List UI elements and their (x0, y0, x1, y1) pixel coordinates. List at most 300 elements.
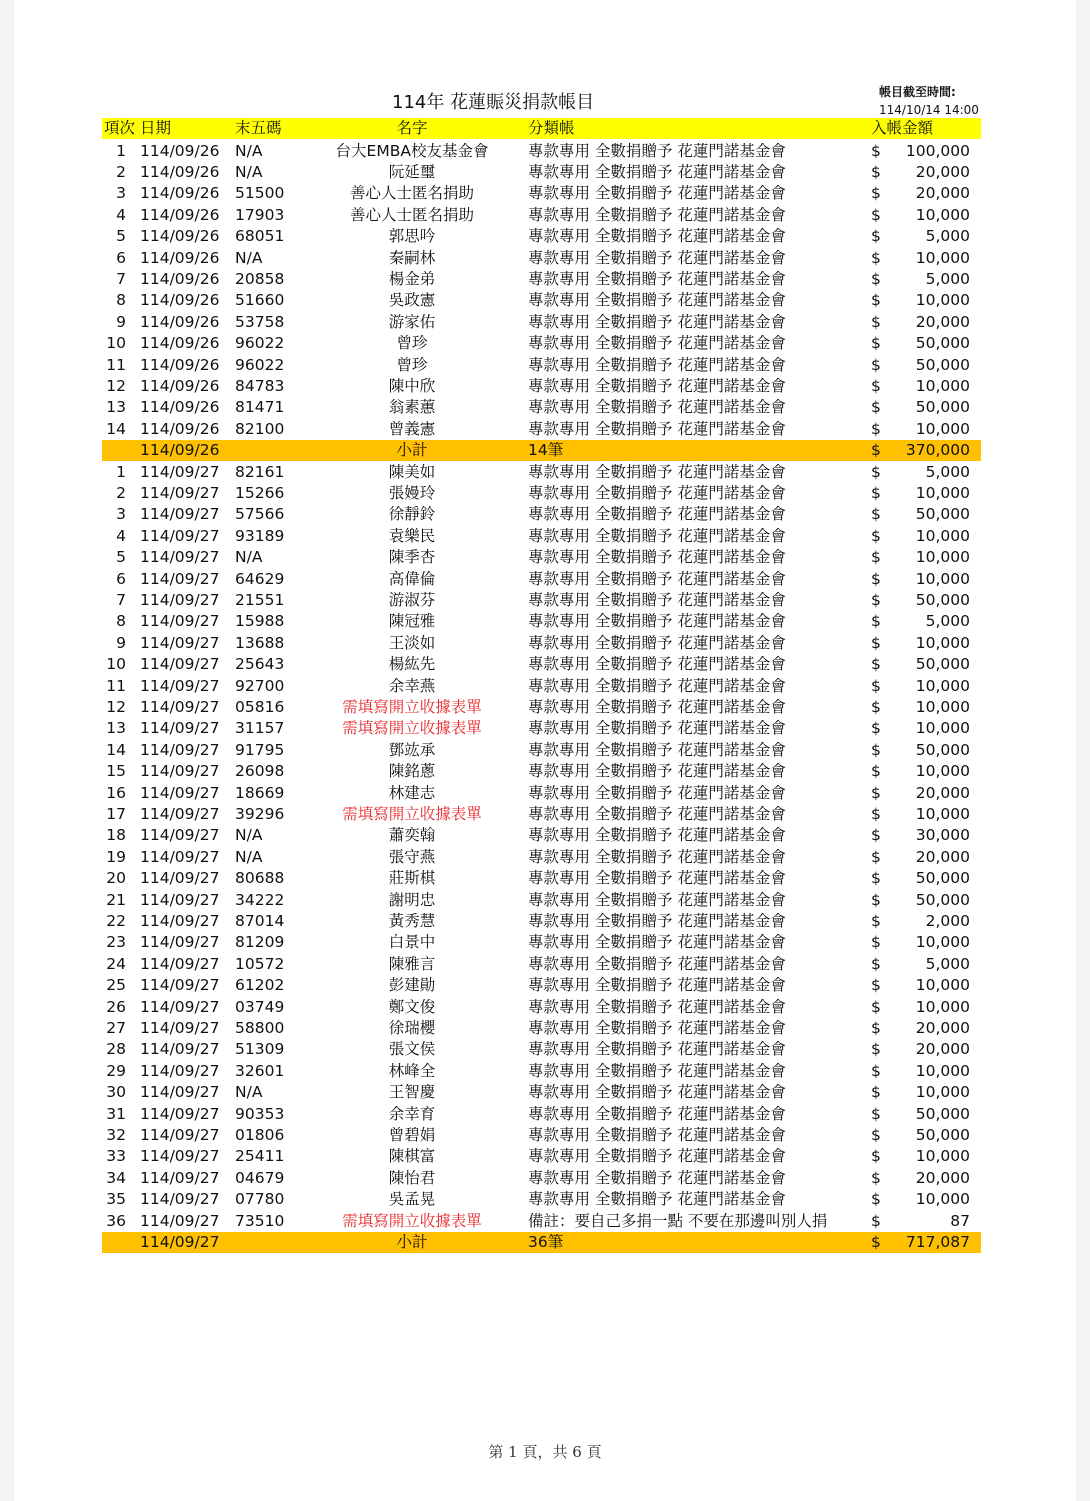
row-name: 楊金弟 (388, 269, 436, 288)
table-row (102, 590, 981, 611)
row-date: 114/09/27 (140, 1147, 220, 1166)
row-date: 114/09/26 (140, 376, 220, 395)
row-amount: 10,000 (915, 1147, 970, 1166)
row-category: 專款專用 全數捐贈予 花蓮門諾基金會 (528, 1040, 786, 1059)
row-index: 13 (106, 398, 126, 417)
row-amount: 10,000 (915, 526, 970, 545)
row-index: 11 (106, 355, 126, 374)
row-date: 114/09/27 (140, 483, 220, 502)
row-date: 114/09/26 (140, 248, 220, 267)
row-last-five: 07780 (235, 1190, 285, 1209)
row-currency: $ (871, 569, 881, 588)
row-name: 余幸燕 (388, 676, 436, 695)
row-last-five: 17903 (235, 205, 285, 224)
row-date: 114/09/26 (140, 141, 220, 160)
table-row (102, 333, 981, 354)
row-amount: 10,000 (915, 676, 970, 695)
subtotal-row (102, 1232, 981, 1253)
row-amount: 10,000 (915, 291, 970, 310)
row-date: 114/09/27 (140, 505, 220, 524)
table-row (102, 1125, 981, 1146)
row-last-five: 81209 (235, 933, 285, 952)
row-currency: $ (871, 1190, 881, 1209)
row-currency: $ (871, 184, 881, 203)
row-name: 莊斯棋 (388, 869, 436, 888)
row-category: 專款專用 全數捐贈予 花蓮門諾基金會 (528, 141, 786, 160)
row-name: 陳冠雅 (388, 612, 436, 631)
subtotal-label: 小計 (396, 441, 428, 460)
row-currency: $ (871, 141, 881, 160)
row-currency: $ (871, 762, 881, 781)
table-row (102, 890, 981, 911)
row-last-five: 51660 (235, 291, 285, 310)
row-name: 楊紘先 (388, 655, 436, 674)
row-last-five: 13688 (235, 633, 285, 652)
row-index: 27 (106, 1018, 126, 1037)
table-row (102, 569, 981, 590)
row-currency: $ (871, 548, 881, 567)
row-date: 114/09/26 (140, 291, 220, 310)
table-row (102, 804, 981, 825)
row-amount: 100,000 (905, 141, 970, 160)
row-name: 台大EMBA校友基金會 (335, 141, 489, 160)
row-date: 114/09/27 (140, 976, 220, 995)
row-index: 26 (106, 997, 126, 1016)
row-amount: 10,000 (915, 248, 970, 267)
row-name: 陳銘蔥 (388, 762, 436, 781)
row-last-five: 15988 (235, 612, 285, 631)
row-last-five: 68051 (235, 227, 285, 246)
row-category: 專款專用 全數捐贈予 花蓮門諾基金會 (528, 804, 786, 823)
row-name: 善心人士匿名捐助 (349, 205, 474, 224)
row-last-five: 51500 (235, 184, 285, 203)
row-currency: $ (871, 976, 881, 995)
row-category: 專款專用 全數捐贈予 花蓮門諾基金會 (528, 462, 786, 481)
subtotal-date: 114/09/26 (140, 441, 220, 460)
row-date: 114/09/27 (140, 804, 220, 823)
row-index: 28 (106, 1040, 126, 1059)
row-category: 專款專用 全數捐贈予 花蓮門諾基金會 (528, 1018, 786, 1037)
row-index: 5 (116, 227, 126, 246)
row-index: 6 (116, 569, 126, 588)
row-index: 16 (106, 783, 126, 802)
row-date: 114/09/27 (140, 1190, 220, 1209)
row-date: 114/09/27 (140, 676, 220, 695)
row-name: 高偉倫 (388, 569, 436, 588)
row-currency: $ (871, 334, 881, 353)
row-category: 專款專用 全數捐贈予 花蓮門諾基金會 (528, 783, 786, 802)
table-row (102, 932, 981, 953)
row-category: 專款專用 全數捐贈予 花蓮門諾基金會 (528, 269, 786, 288)
row-amount: 5,000 (925, 227, 970, 246)
row-category: 專款專用 全數捐贈予 花蓮門諾基金會 (528, 697, 786, 716)
row-category: 專款專用 全數捐贈予 花蓮門諾基金會 (528, 1190, 786, 1209)
row-date: 114/09/27 (140, 655, 220, 674)
row-last-five: 91795 (235, 740, 285, 759)
row-index: 4 (116, 526, 126, 545)
row-name: 需填寫開立收據表單 (342, 719, 482, 738)
row-date: 114/09/26 (140, 227, 220, 246)
row-category: 專款專用 全數捐贈予 花蓮門諾基金會 (528, 419, 786, 438)
row-index: 30 (106, 1083, 126, 1102)
row-name: 需填寫開立收據表單 (342, 697, 482, 716)
row-category: 專款專用 全數捐贈予 花蓮門諾基金會 (528, 334, 786, 353)
row-last-five: 15266 (235, 483, 285, 502)
row-date: 114/09/27 (140, 1018, 220, 1037)
row-name: 袁樂民 (388, 526, 436, 545)
row-name: 曾珍 (396, 355, 428, 374)
table-row (102, 526, 981, 547)
row-date: 114/09/27 (140, 826, 220, 845)
row-amount: 10,000 (915, 569, 970, 588)
row-amount: 50,000 (915, 398, 970, 417)
table-row (102, 397, 981, 418)
row-name: 徐瑞櫻 (388, 1018, 436, 1037)
row-currency: $ (871, 612, 881, 631)
row-category: 專款專用 全數捐贈予 花蓮門諾基金會 (528, 933, 786, 952)
row-category: 專款專用 全數捐贈予 花蓮門諾基金會 (528, 1147, 786, 1166)
row-name: 吳孟晃 (388, 1190, 436, 1209)
row-currency: $ (871, 248, 881, 267)
row-index: 9 (116, 312, 126, 331)
row-index: 11 (106, 676, 126, 695)
row-name: 游家佑 (388, 312, 436, 331)
row-date: 114/09/27 (140, 1083, 220, 1102)
row-index: 7 (116, 269, 126, 288)
row-name: 郭思吟 (388, 227, 436, 246)
row-currency: $ (871, 719, 881, 738)
row-amount: 10,000 (915, 933, 970, 952)
row-name: 陳中欣 (388, 376, 436, 395)
subtotal-currency: $ (871, 1232, 881, 1251)
table-row (102, 312, 981, 333)
row-currency: $ (871, 783, 881, 802)
row-name: 鄧竑承 (388, 740, 436, 759)
row-currency: $ (871, 419, 881, 438)
row-name: 阮延璽 (388, 162, 436, 181)
row-index: 33 (106, 1147, 126, 1166)
row-currency: $ (871, 483, 881, 502)
row-category: 專款專用 全數捐贈予 花蓮門諾基金會 (528, 847, 786, 866)
row-name: 鄭文俊 (388, 997, 436, 1016)
row-date: 114/09/26 (140, 334, 220, 353)
row-amount: 20,000 (915, 783, 970, 802)
row-amount: 87 (950, 1211, 970, 1230)
row-date: 114/09/27 (140, 612, 220, 631)
row-currency: $ (871, 590, 881, 609)
row-category: 專款專用 全數捐贈予 花蓮門諾基金會 (528, 954, 786, 973)
row-name: 張文侯 (388, 1040, 436, 1059)
row-name: 謝明忠 (388, 890, 436, 909)
row-index: 22 (106, 911, 126, 930)
row-index: 12 (106, 697, 126, 716)
row-date: 114/09/27 (140, 890, 220, 909)
row-last-five: 73510 (235, 1211, 285, 1230)
row-date: 114/09/27 (140, 911, 220, 930)
row-last-five: 82161 (235, 462, 285, 481)
row-last-five: 25643 (235, 655, 285, 674)
table-row (102, 419, 981, 440)
header-index: 項次 (104, 119, 136, 137)
row-index: 3 (116, 505, 126, 524)
row-date: 114/09/27 (140, 1104, 220, 1123)
row-name: 需填寫開立收據表單 (342, 1211, 482, 1230)
table-row (102, 1039, 981, 1060)
row-last-five: 20858 (235, 269, 285, 288)
row-category: 專款專用 全數捐贈予 花蓮門諾基金會 (528, 398, 786, 417)
row-currency: $ (871, 376, 881, 395)
table-row (102, 1168, 981, 1189)
row-currency: $ (871, 911, 881, 930)
row-last-five: 57566 (235, 505, 285, 524)
row-category: 專款專用 全數捐贈予 花蓮門諾基金會 (528, 1125, 786, 1144)
row-date: 114/09/27 (140, 462, 220, 481)
row-last-five: 34222 (235, 890, 285, 909)
row-currency: $ (871, 655, 881, 674)
row-currency: $ (871, 355, 881, 374)
row-amount: 50,000 (915, 890, 970, 909)
row-index: 21 (106, 890, 126, 909)
row-amount: 10,000 (915, 719, 970, 738)
row-amount: 20,000 (915, 1168, 970, 1187)
row-last-five: 51309 (235, 1040, 285, 1059)
row-name: 曾珍 (396, 334, 428, 353)
row-name: 善心人士匿名捐助 (349, 184, 474, 203)
row-index: 3 (116, 184, 126, 203)
subtotal-date: 114/09/27 (140, 1232, 220, 1251)
subtotal-currency: $ (871, 441, 881, 460)
row-category: 專款專用 全數捐贈予 花蓮門諾基金會 (528, 869, 786, 888)
row-index: 15 (106, 762, 126, 781)
row-last-five: 04679 (235, 1168, 285, 1187)
row-category: 專款專用 全數捐贈予 花蓮門諾基金會 (528, 997, 786, 1016)
row-index: 35 (106, 1190, 126, 1209)
row-name: 翁素蕙 (388, 398, 436, 417)
row-currency: $ (871, 269, 881, 288)
table-row (102, 504, 981, 525)
row-category: 專款專用 全數捐贈予 花蓮門諾基金會 (528, 826, 786, 845)
row-index: 18 (106, 826, 126, 845)
row-last-five: N/A (235, 1083, 263, 1102)
row-date: 114/09/27 (140, 569, 220, 588)
table-row (102, 1211, 981, 1232)
row-index: 17 (106, 804, 126, 823)
row-category: 專款專用 全數捐贈予 花蓮門諾基金會 (528, 655, 786, 674)
row-amount: 50,000 (915, 740, 970, 759)
row-last-five: 03749 (235, 997, 285, 1016)
row-currency: $ (871, 291, 881, 310)
subtotal-count: 36筆 (528, 1232, 564, 1251)
row-currency: $ (871, 847, 881, 866)
row-name: 張守燕 (388, 847, 436, 866)
table-row (102, 547, 981, 568)
row-category: 專款專用 全數捐贈予 花蓮門諾基金會 (528, 890, 786, 909)
table-row (102, 226, 981, 247)
table-row (102, 162, 981, 183)
row-date: 114/09/27 (140, 762, 220, 781)
row-last-five: 32601 (235, 1061, 285, 1080)
row-index: 23 (106, 933, 126, 952)
row-last-five: 96022 (235, 355, 285, 374)
table-row (102, 141, 981, 162)
row-last-five: 53758 (235, 312, 285, 331)
table-row (102, 975, 981, 996)
row-category: 專款專用 全數捐贈予 花蓮門諾基金會 (528, 526, 786, 545)
row-category: 專款專用 全數捐贈予 花蓮門諾基金會 (528, 1061, 786, 1080)
row-amount: 10,000 (915, 804, 970, 823)
row-date: 114/09/27 (140, 869, 220, 888)
row-index: 36 (106, 1211, 126, 1230)
row-amount: 10,000 (915, 1190, 970, 1209)
row-amount: 10,000 (915, 205, 970, 224)
row-category: 專款專用 全數捐贈予 花蓮門諾基金會 (528, 505, 786, 524)
row-name: 陳棋富 (388, 1147, 436, 1166)
row-name: 余幸育 (388, 1104, 436, 1123)
row-currency: $ (871, 398, 881, 417)
row-amount: 10,000 (915, 633, 970, 652)
row-name: 王智慶 (388, 1083, 436, 1102)
row-category: 專款專用 全數捐贈予 花蓮門諾基金會 (528, 312, 786, 331)
header-date: 日期 (140, 119, 172, 137)
row-currency: $ (871, 1018, 881, 1037)
row-last-five: N/A (235, 141, 263, 160)
row-currency: $ (871, 505, 881, 524)
row-date: 114/09/27 (140, 1125, 220, 1144)
row-index: 9 (116, 633, 126, 652)
row-index: 2 (116, 483, 126, 502)
row-index: 10 (106, 334, 126, 353)
document-title: 114年 花蓮賑災捐款帳目 (392, 92, 595, 113)
row-amount: 10,000 (915, 697, 970, 716)
row-last-five: 26098 (235, 762, 285, 781)
row-name: 陳雅言 (388, 954, 436, 973)
row-last-five: 01806 (235, 1125, 285, 1144)
row-name: 王淡如 (388, 633, 436, 652)
row-amount: 20,000 (915, 312, 970, 331)
row-currency: $ (871, 1104, 881, 1123)
row-index: 20 (106, 869, 126, 888)
row-date: 114/09/26 (140, 205, 220, 224)
row-currency: $ (871, 676, 881, 695)
table-row (102, 376, 981, 397)
row-date: 114/09/27 (140, 954, 220, 973)
row-last-five: 05816 (235, 697, 285, 716)
row-last-five: N/A (235, 548, 263, 567)
row-index: 12 (106, 376, 126, 395)
row-amount: 20,000 (915, 184, 970, 203)
row-currency: $ (871, 933, 881, 952)
row-name: 徐靜鈴 (388, 505, 436, 524)
row-currency: $ (871, 1125, 881, 1144)
row-amount: 10,000 (915, 483, 970, 502)
subtotal-label: 小計 (396, 1232, 428, 1251)
row-date: 114/09/27 (140, 783, 220, 802)
cutoff-label: 帳目截至時間: (879, 85, 956, 99)
row-currency: $ (871, 997, 881, 1016)
row-name: 彭建勛 (388, 976, 436, 995)
row-currency: $ (871, 633, 881, 652)
row-currency: $ (871, 890, 881, 909)
table-row (102, 1061, 981, 1082)
row-category: 備註：要自己多捐一點 不要在那邊叫別人捐 (528, 1211, 828, 1230)
row-date: 114/09/27 (140, 997, 220, 1016)
row-category: 專款專用 全數捐贈予 花蓮門諾基金會 (528, 376, 786, 395)
row-date: 114/09/27 (140, 697, 220, 716)
row-amount: 10,000 (915, 376, 970, 395)
table-row (102, 248, 981, 269)
row-category: 專款專用 全數捐贈予 花蓮門諾基金會 (528, 911, 786, 930)
row-name: 林峰全 (388, 1061, 436, 1080)
row-category: 專款專用 全數捐贈予 花蓮門諾基金會 (528, 483, 786, 502)
row-date: 114/09/26 (140, 312, 220, 331)
row-date: 114/09/26 (140, 184, 220, 203)
row-amount: 20,000 (915, 1040, 970, 1059)
row-amount: 10,000 (915, 548, 970, 567)
row-currency: $ (871, 1168, 881, 1187)
row-amount: 10,000 (915, 1083, 970, 1102)
row-index: 19 (106, 847, 126, 866)
row-last-five: 61202 (235, 976, 285, 995)
row-name: 陳季杏 (388, 548, 436, 567)
table-row (102, 997, 981, 1018)
row-currency: $ (871, 462, 881, 481)
row-index: 34 (106, 1168, 126, 1187)
header-name: 名字 (396, 119, 428, 137)
row-currency: $ (871, 526, 881, 545)
row-amount: 20,000 (915, 162, 970, 181)
row-amount: 5,000 (925, 954, 970, 973)
row-date: 114/09/26 (140, 162, 220, 181)
row-name: 黃秀慧 (388, 911, 436, 930)
row-index: 4 (116, 205, 126, 224)
row-currency: $ (871, 1211, 881, 1230)
row-category: 專款專用 全數捐贈予 花蓮門諾基金會 (528, 162, 786, 181)
row-amount: 20,000 (915, 1018, 970, 1037)
row-name: 曾義憲 (388, 419, 436, 438)
row-name: 游淑芬 (388, 590, 436, 609)
row-index: 24 (106, 954, 126, 973)
row-name: 秦嗣林 (388, 248, 436, 267)
row-currency: $ (871, 826, 881, 845)
row-date: 114/09/27 (140, 548, 220, 567)
table-row (102, 911, 981, 932)
row-amount: 10,000 (915, 997, 970, 1016)
row-date: 114/09/27 (140, 1040, 220, 1059)
row-currency: $ (871, 697, 881, 716)
row-index: 31 (106, 1104, 126, 1123)
table-row (102, 697, 981, 718)
table-row (102, 633, 981, 654)
row-category: 專款專用 全數捐贈予 花蓮門諾基金會 (528, 1104, 786, 1123)
row-category: 專款專用 全數捐贈予 花蓮門諾基金會 (528, 633, 786, 652)
row-date: 114/09/27 (140, 1211, 220, 1230)
table-row (102, 462, 981, 483)
row-name: 吳政憲 (388, 291, 436, 310)
row-date: 114/09/26 (140, 419, 220, 438)
table-row (102, 847, 981, 868)
row-name: 陳美如 (388, 462, 436, 481)
row-name: 陳怡君 (388, 1168, 436, 1187)
row-index: 14 (106, 419, 126, 438)
subtotal-row (102, 440, 981, 461)
table-row (102, 676, 981, 697)
row-amount: 2,000 (925, 911, 970, 930)
row-currency: $ (871, 1040, 881, 1059)
table-row (102, 1189, 981, 1210)
row-currency: $ (871, 312, 881, 331)
row-name: 林建志 (388, 783, 436, 802)
table-row (102, 868, 981, 889)
